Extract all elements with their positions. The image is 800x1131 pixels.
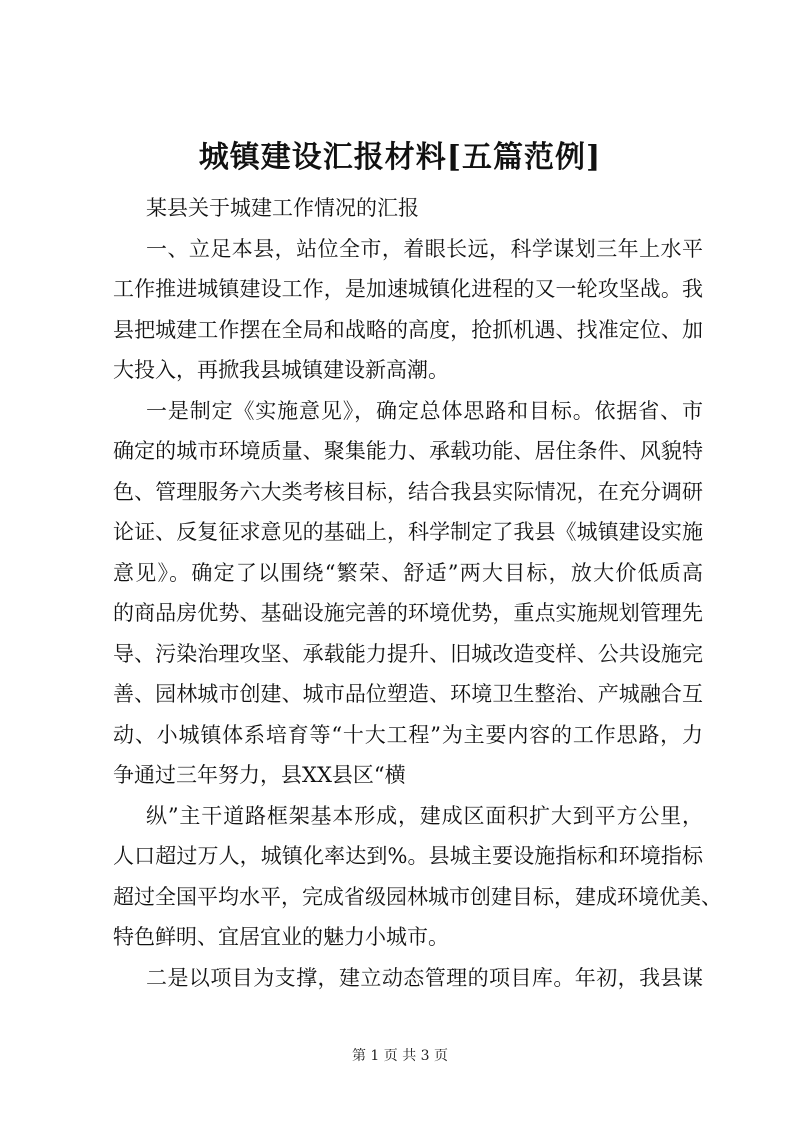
text-line: 某县关于城建工作情况的汇报 [146,196,419,220]
text-line: 的商品房优势、基础设施完善的环境优势，重点实施规划管理先 [113,601,703,625]
text-line: 论证、反复征求意见的基础上，科学制定了我县《城镇建设实施 [113,520,703,544]
text-line: 确定的城市环境质量、聚集能力、承载功能、居住条件、风貌特 [113,439,703,463]
text-line: 一是制定《实施意见》，确定总体思路和目标。依据省、市 [146,398,703,423]
text-line: 超过全国平均水平，完成省级园林城市创建目标，建成环境优美、 [113,884,722,909]
text-line: 大投入，再掀我县城镇建设新高潮。 [113,358,449,382]
text-line: 色、管理服务六大类考核目标，结合我县实际情况，在充分调研 [113,479,703,504]
text-line: 争通过三年努力，县XX县区“横 [113,763,406,787]
text-line: 特色鲜明、宜居宜业的魅力小城市。 [113,925,449,949]
document-body [113,188,722,998]
text-line: 县把城建工作摆在全局和战略的高度，抢抓机遇、找准定位、加 [113,317,703,342]
document-title: 城镇建设汇报材料[五篇范例] [198,140,602,175]
page-footer: 第 1 页 共 3 页 [351,1048,449,1064]
text-line: 善、园林城市创建、城市品位塑造、环境卫生整治、产城融合互 [113,682,703,706]
text-line: 二是以项目为支撑，建立动态管理的项目库。年初，我县谋 [146,965,703,990]
text-line: 人口超过万人，城镇化率达到%。县城主要设施指标和环境指标 [113,844,703,868]
text-line: 动、小城镇体系培育等“十大工程”为主要内容的工作思路，力 [113,722,703,747]
text-line: 导、污染治理攻坚、承载能力提升、旧城改造变样、公共设施完 [113,641,703,666]
text-line: 工作推进城镇建设工作，是加速城镇化进程的又一轮攻坚战。我 [113,277,703,301]
text-line: 一、立足本县，站位全市，着眼长远，科学谋划三年上水平 [146,236,703,261]
text-line: 纵”主干道路框架基本形成，建成区面积扩大到平方公里， [146,803,703,828]
text-line: 意见》。确定了以围绕“繁荣、舒适”两大目标，放大价低质高 [113,560,703,585]
